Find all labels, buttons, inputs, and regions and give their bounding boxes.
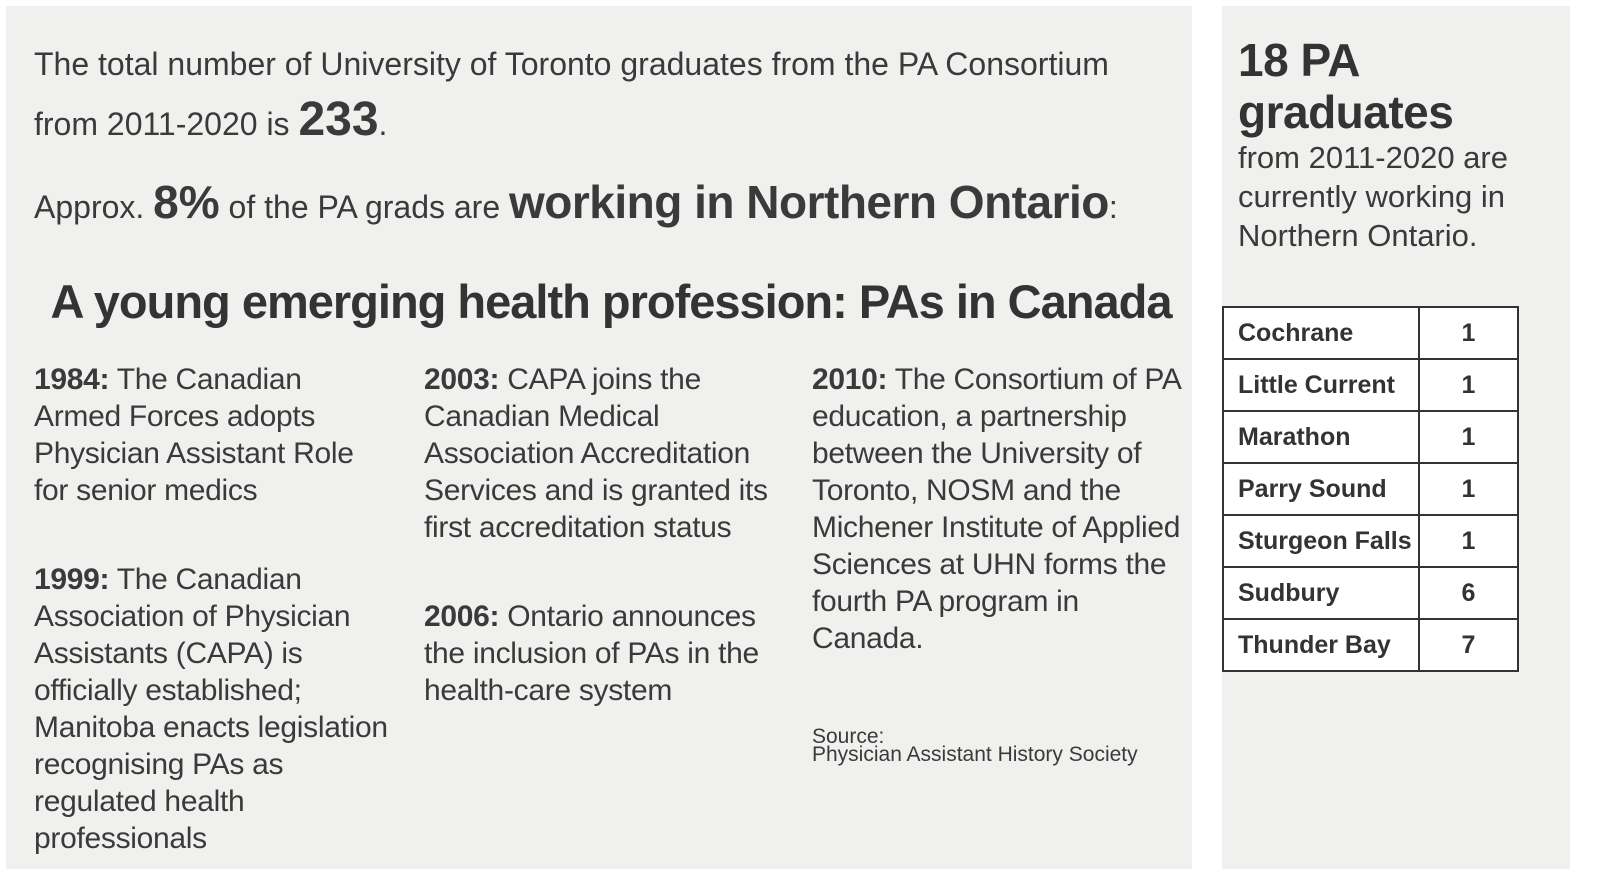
section-title: A young emerging health profession: PAs in Canada — [50, 275, 1172, 328]
timeline-year: 2003: — [424, 363, 500, 396]
timeline-year: 1984: — [34, 363, 110, 396]
timeline-column-3 — [812, 361, 1182, 657]
graduates-count-heading: 18 PA graduates — [1238, 34, 1454, 138]
location-name: Parry Sound — [1223, 463, 1419, 515]
intro-text: The total number of University of Toronto graduates from the PA Consortium from 2011-2020 is — [34, 46, 1109, 142]
sidebar-headline — [1238, 34, 1558, 255]
timeline-text: CAPA joins the Canadian Medical Association Accreditation Services and is granted its first accreditation status — [424, 363, 768, 544]
timeline-text: The Consortium of PA education, a partnership between the University of Toronto, NOSM and the Michener Institute of Applied Sciences at UHN forms the fourth PA program in Canada. — [812, 363, 1181, 655]
pct-prefix: Approx. — [34, 189, 154, 225]
northern-percent-statement — [34, 174, 1184, 235]
location-name: Marathon — [1223, 411, 1419, 463]
location-count: 1 — [1419, 411, 1518, 463]
location-name: Sudbury — [1223, 567, 1419, 619]
timeline-entry-2006 — [424, 598, 784, 709]
intro-period: . — [378, 106, 388, 142]
graduates-count-subheading: from 2011-2020 are currently working in Northern Ontario. — [1238, 140, 1508, 253]
total-graduates-number: 233 — [298, 93, 379, 146]
main-panel — [6, 6, 1192, 869]
table-row — [1223, 515, 1518, 567]
table-row — [1223, 567, 1518, 619]
timeline-entry-1999 — [34, 561, 394, 857]
location-name: Sturgeon Falls — [1223, 515, 1419, 567]
source-credit — [812, 725, 1138, 766]
total-graduates-statement — [34, 36, 1174, 152]
timeline-column-1 — [34, 361, 394, 857]
pct-middle: of the PA grads are — [219, 189, 510, 225]
location-count: 1 — [1419, 463, 1518, 515]
location-name: Thunder Bay — [1223, 619, 1419, 671]
timeline-text: The Canadian Association of Physician Assistants (CAPA) is officially established; Manitoba enacts legislation recognising PAs as regulated health professionals — [34, 563, 388, 855]
timeline-entry-1984 — [34, 361, 394, 509]
timeline-year: 1999: — [34, 563, 110, 596]
timeline-entry-2003 — [424, 361, 784, 546]
locations-table — [1222, 306, 1519, 672]
timeline-entry-2010 — [812, 361, 1182, 657]
location-count: 1 — [1419, 307, 1518, 359]
timeline-text: The Canadian Armed Forces adopts Physician Assistant Role for senior medics — [34, 363, 354, 507]
source-name: Physician Assistant History Society — [812, 743, 1138, 766]
table-row — [1223, 411, 1518, 463]
northern-ontario-emphasis: working in Northern Ontario — [509, 176, 1109, 228]
source-label: Source: — [812, 725, 885, 748]
location-count: 1 — [1419, 515, 1518, 567]
pct-suffix: : — [1108, 189, 1118, 225]
location-name: Cochrane — [1223, 307, 1419, 359]
timeline-year: 2010: — [812, 363, 888, 396]
location-count: 7 — [1419, 619, 1518, 671]
timeline-column-2 — [424, 361, 784, 709]
table-row — [1223, 359, 1518, 411]
table-row — [1223, 463, 1518, 515]
location-count: 6 — [1419, 567, 1518, 619]
percent-value: 8% — [153, 176, 220, 228]
location-name: Little Current — [1223, 359, 1419, 411]
location-count: 1 — [1419, 359, 1518, 411]
timeline-year: 2006: — [424, 600, 500, 633]
table-row — [1223, 307, 1518, 359]
timeline-text: Ontario announces the inclusion of PAs in the health-care system — [424, 600, 759, 707]
table-row — [1223, 619, 1518, 671]
